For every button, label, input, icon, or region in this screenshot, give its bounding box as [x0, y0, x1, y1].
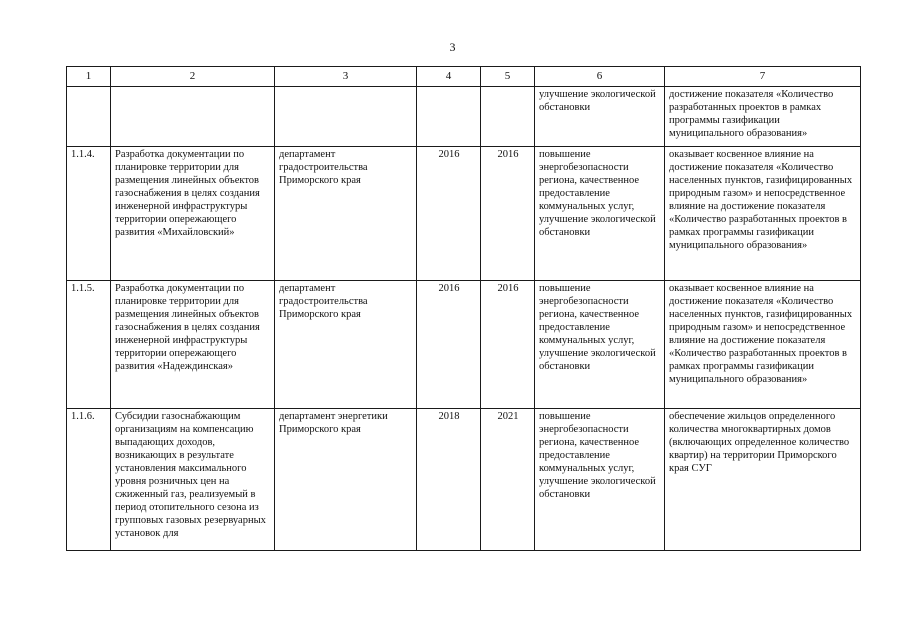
measure-name: Субсидии газоснабжающим организациям на компенсацию выпадающих доходов, возникающих в результате установления максимального уровня розничных цен на сжиженный газ, реализуемый в период отопительного сезона из групповых газовых резервуарных установок для: [111, 409, 275, 551]
table-row: [67, 87, 861, 147]
start-year: 2016: [417, 281, 481, 409]
row-number: [67, 87, 111, 147]
column-header: 1: [67, 67, 111, 87]
indicator-link: оказывает косвенное влияние на достижение показателя «Количество населенных пунктов, газифицированных природным газом» и непосредственное влияние на достижение показателя «Количество разработанных проектов в рамках программы газификации муниципального образования»: [665, 147, 861, 281]
indicator-link: достижение показателя «Количество разработанных проектов в рамках программы газификации муниципального образования»: [665, 87, 861, 147]
expected-effect: повышение энергобезопасности региона, качественное предоставление коммунальных услуг, улучшение экологической обстановки: [535, 409, 665, 551]
column-header: 4: [417, 67, 481, 87]
page-number: 3: [449, 40, 456, 54]
end-year: [481, 87, 535, 147]
end-year: 2016: [481, 281, 535, 409]
start-year: 2018: [417, 409, 481, 551]
column-header: 5: [481, 67, 535, 87]
table-header-row: [67, 67, 861, 87]
executor: департамент энергетики Приморского края: [275, 409, 417, 551]
executor: [275, 87, 417, 147]
start-year: [417, 87, 481, 147]
row-number: 1.1.5.: [67, 281, 111, 409]
measure-name: [111, 87, 275, 147]
start-year: 2016: [417, 147, 481, 281]
end-year: 2021: [481, 409, 535, 551]
column-header: 2: [111, 67, 275, 87]
expected-effect: повышение энергобезопасности региона, качественное предоставление коммунальных услуг, улучшение экологической обстановки: [535, 281, 665, 409]
column-header: 6: [535, 67, 665, 87]
program-table: [66, 66, 861, 551]
executor: департамент градостроительства Приморского края: [275, 147, 417, 281]
end-year: 2016: [481, 147, 535, 281]
indicator-link: оказывает косвенное влияние на достижение показателя «Количество населенных пунктов, газифицированных природным газом» и непосредственное влияние на достижение показателя «Количество разработанных проектов в рамках программы газификации муниципального образования»: [665, 281, 861, 409]
column-header: 7: [665, 67, 861, 87]
table-row: [67, 409, 861, 551]
expected-effect: повышение энергобезопасности региона, качественное предоставление коммунальных услуг, улучшение экологической обстановки: [535, 147, 665, 281]
indicator-link: обеспечение жильцов определенного количества многоквартирных домов (включающих определенное количество квартир) на территории Приморского края СУГ: [665, 409, 861, 551]
column-header: 3: [275, 67, 417, 87]
table-row: [67, 147, 861, 281]
row-number: 1.1.4.: [67, 147, 111, 281]
executor: департамент градостроительства Приморского края: [275, 281, 417, 409]
measure-name: Разработка документации по планировке территории для размещения линейных объектов газоснабжения в целях создания инженерной инфраструктуры территории опережающего развития «Надеждинская»: [111, 281, 275, 409]
expected-effect: улучшение экологической обстановки: [535, 87, 665, 147]
table-row: [67, 281, 861, 409]
measure-name: Разработка документации по планировке территории для размещения линейных объектов газоснабжения в целях создания инженерной инфраструктуры территории опережающего развития «Михайловский»: [111, 147, 275, 281]
row-number: 1.1.6.: [67, 409, 111, 551]
